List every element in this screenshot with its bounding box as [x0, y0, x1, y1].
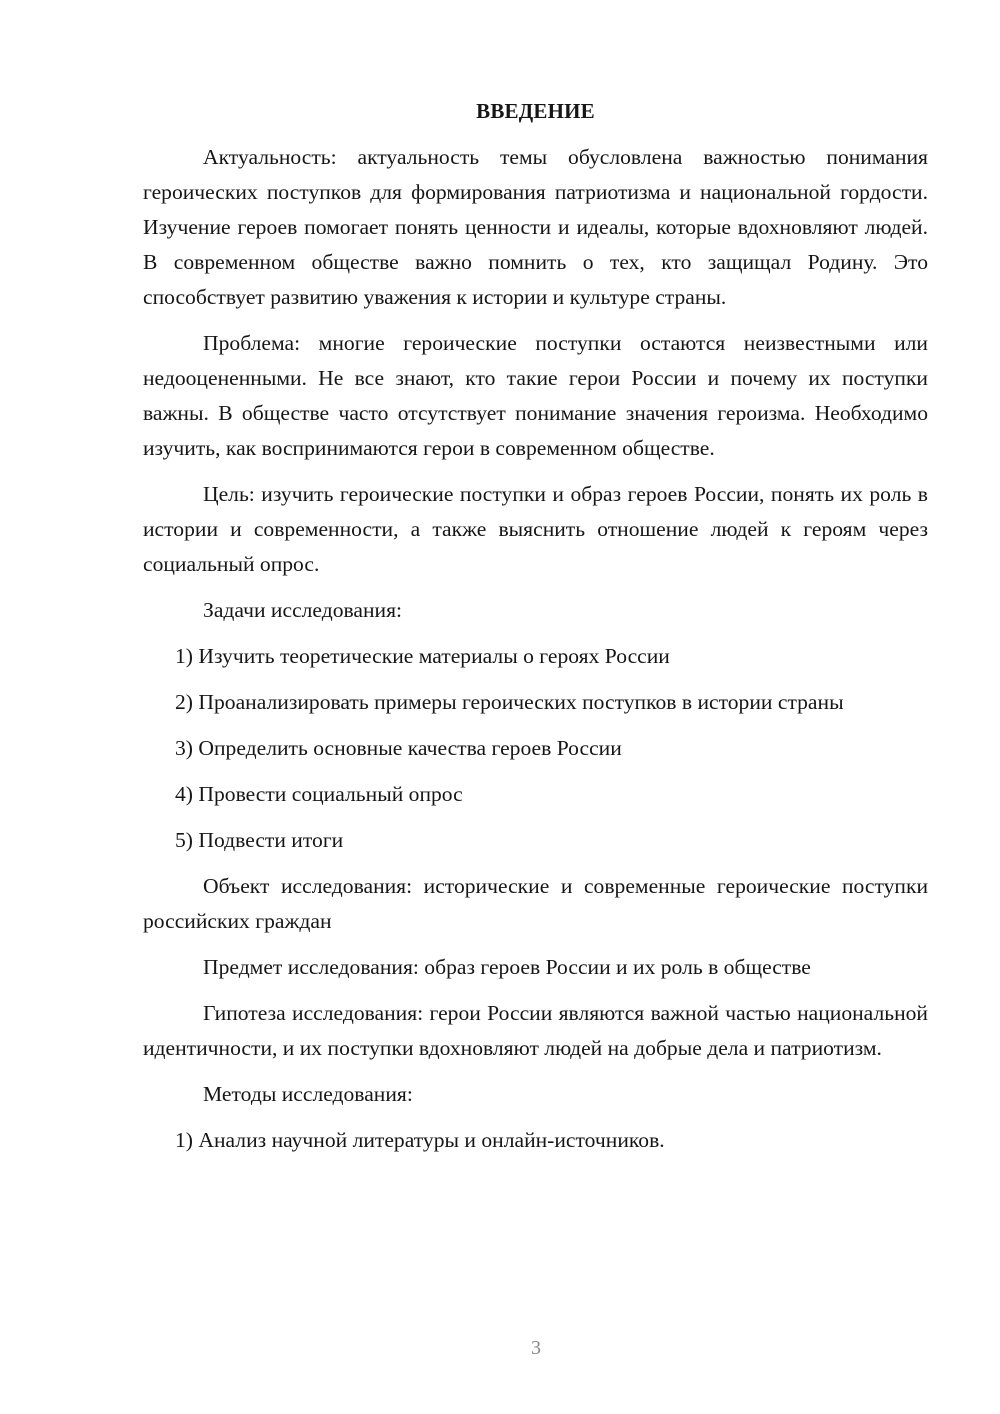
- relevance-paragraph: Актуальность: актуальность темы обусловлена важностью понимания героических поступков для формирования патриотизма и национальной гордости. Изучение героев помогает понять ценности и идеалы, которые вдохновляют людей. В современном обществе важно помнить о тех, кто защищал Родину. Это способствует развитию уважения к истории и культуре страны.: [143, 145, 928, 309]
- document-page: [143, 96, 928, 1169]
- task-item: 1) Изучить теоретические материалы о героях России: [175, 644, 670, 668]
- tasks-heading: Задачи исследования:: [203, 598, 403, 622]
- task-item: 4) Провести социальный опрос: [175, 782, 463, 806]
- task-item: 5) Подвести итоги: [175, 828, 344, 852]
- page-number: 3: [531, 1337, 541, 1359]
- goal-paragraph: Цель: изучить героические поступки и образ героев России, понять их роль в истории и современности, а также выяснить отношение людей к героям через социальный опрос.: [143, 482, 928, 576]
- task-item: 3) Определить основные качества героев России: [175, 736, 622, 760]
- method-item: 1) Анализ научной литературы и онлайн-источников.: [175, 1128, 665, 1152]
- task-item: 2) Проанализировать примеры героических поступков в истории страны: [175, 690, 844, 714]
- methods-heading: Методы исследования:: [203, 1082, 413, 1106]
- hypothesis-paragraph: Гипотеза исследования: герои России являются важной частью национальной идентичности, и их поступки вдохновляют людей на добрые дела и патриотизм.: [143, 1001, 928, 1060]
- section-title: ВВЕДЕНИЕ: [476, 99, 595, 123]
- object-paragraph: Объект исследования: исторические и современные героические поступки российских граждан: [143, 874, 928, 933]
- problem-paragraph: Проблема: многие героические поступки остаются неизвестными или недооцененными. Не все знают, кто такие герои России и почему их поступки важны. В обществе часто отсутствует понимание значения героизма. Необходимо изучить, как воспринимаются герои в современном обществе.: [143, 331, 928, 460]
- subject-paragraph: Предмет исследования: образ героев России и их роль в обществе: [203, 955, 811, 979]
